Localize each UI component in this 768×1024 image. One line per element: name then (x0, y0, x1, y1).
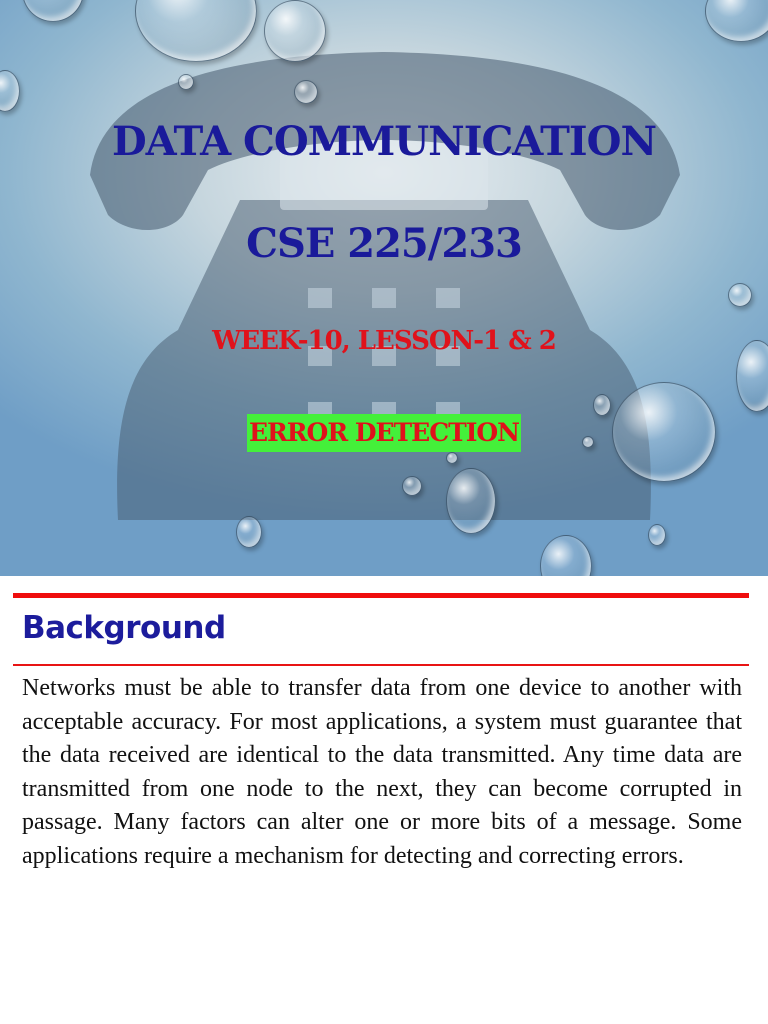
water-drop-icon (264, 0, 326, 62)
lesson-label: WEEK-10, LESSON-1 & 2 (212, 326, 556, 356)
top-divider (13, 593, 749, 598)
topic-wrapper (0, 414, 768, 452)
water-drop-icon (446, 468, 496, 534)
course-code: CSE 225/233 (246, 220, 522, 267)
water-drop-icon (294, 80, 318, 104)
slide-title: DATA COMMUNICATION (111, 118, 657, 165)
water-drop-icon (178, 74, 194, 90)
water-drop-icon (402, 476, 422, 496)
heading-divider (13, 664, 749, 666)
water-drop-icon (593, 394, 611, 416)
topic-label: ERROR DETECTION (247, 414, 521, 452)
water-drop-icon (236, 516, 262, 548)
water-drop-icon (648, 524, 666, 546)
body-paragraph: Networks must be able to transfer data from one device to another with acceptable accuracy. For most applications, a system must guarantee that the data received are identical to the data transmitted. Any time data are transmitted from one node to the next, they can become corrupted in passage. Many factors can alter one or more bits of a message. Some applications require a mechanism for detecting and correcting errors. (22, 675, 742, 869)
water-drop-icon (446, 452, 458, 464)
section-heading: Background (22, 610, 226, 646)
content-slide (0, 576, 768, 1024)
water-drop-icon (728, 283, 752, 307)
